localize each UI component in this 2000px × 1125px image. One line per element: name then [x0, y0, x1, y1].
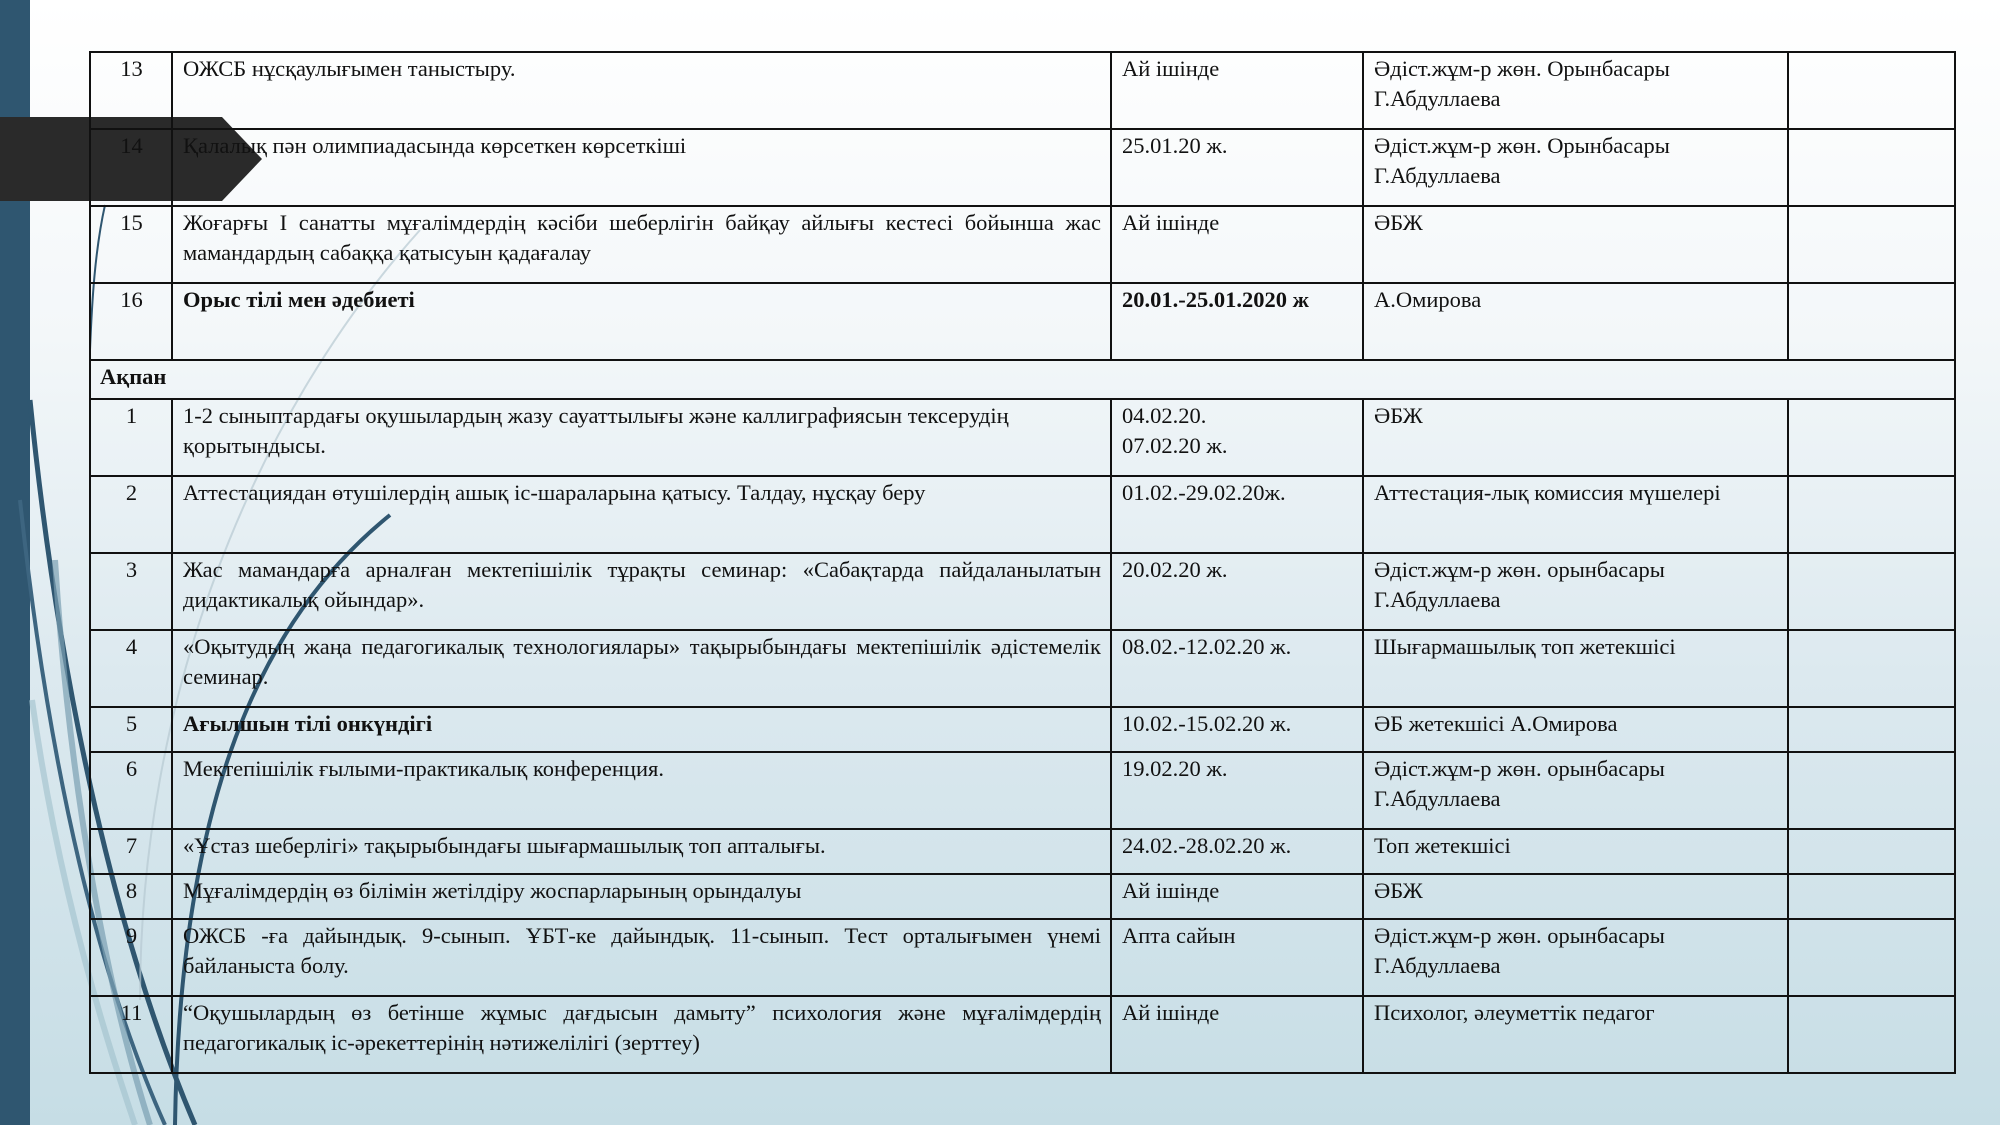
table-row: [90, 919, 1955, 996]
empty-cell: [1788, 399, 1955, 476]
plan-table: [89, 51, 1956, 1074]
empty-cell: [1788, 630, 1955, 707]
row-number: 13: [90, 52, 172, 129]
row-number: 7: [90, 829, 172, 874]
responsible-cell: Шығармашылық топ жетекшісі: [1363, 630, 1788, 707]
empty-cell: [1788, 919, 1955, 996]
empty-cell: [1788, 707, 1955, 752]
responsible-cell: [1363, 129, 1788, 206]
responsible-cell: [1363, 752, 1788, 829]
row-number: 3: [90, 553, 172, 630]
task-cell: «Оқытудың жаңа педагогикалық технологиялары» тақырыбындағы мектепішілік әдістемелік семинар.: [172, 630, 1111, 707]
responsible-line: Г.Абдуллаева: [1374, 587, 1501, 612]
empty-cell: [1788, 752, 1955, 829]
date-cell: Ай ішінде: [1111, 206, 1363, 283]
empty-cell: [1788, 129, 1955, 206]
task-cell: Мектепішілік ғылыми-практикалық конференция.: [172, 752, 1111, 829]
empty-cell: [1788, 206, 1955, 283]
task-cell: 1-2 сыныптардағы оқушылардың жазу сауаттылығы және каллиграфиясын тексерудің қорытындысы.: [172, 399, 1111, 476]
task-cell: Қалалық пән олимпиадасында көрсеткен көрсеткіші: [172, 129, 1111, 206]
responsible-line: Әдіст.жұм-р жөн. орынбасары: [1374, 557, 1665, 582]
date-cell: Ай ішінде: [1111, 52, 1363, 129]
table-row: [90, 829, 1955, 874]
responsible-line: Г.Абдуллаева: [1374, 163, 1501, 188]
row-number: 1: [90, 399, 172, 476]
table-row: [90, 206, 1955, 283]
responsible-cell: [1363, 52, 1788, 129]
empty-cell: [1788, 874, 1955, 919]
date-cell: Ай ішінде: [1111, 874, 1363, 919]
table-row: [90, 476, 1955, 553]
date-cell: 25.01.20 ж.: [1111, 129, 1363, 206]
date-cell: 01.02.-29.02.20ж.: [1111, 476, 1363, 553]
task-cell: Орыс тілі мен әдебиеті: [172, 283, 1111, 360]
date-line: 07.02.20 ж.: [1122, 433, 1228, 458]
responsible-line: Г.Абдуллаева: [1374, 86, 1501, 111]
row-number: 8: [90, 874, 172, 919]
date-cell: Апта сайын: [1111, 919, 1363, 996]
row-number: 6: [90, 752, 172, 829]
section-row: [90, 360, 1955, 399]
empty-cell: [1788, 553, 1955, 630]
responsible-cell: ӘБЖ: [1363, 874, 1788, 919]
responsible-cell: [1363, 553, 1788, 630]
task-cell: Аттестациядан өтушілердің ашық іс-шараларына қатысу. Талдау, нұсқау беру: [172, 476, 1111, 553]
responsible-line: Әдіст.жұм-р жөн. Орынбасары: [1374, 133, 1670, 158]
responsible-cell: ӘБ жетекшісі А.Омирова: [1363, 707, 1788, 752]
date-line: 04.02.20.: [1122, 403, 1207, 428]
empty-cell: [1788, 283, 1955, 360]
task-cell: Ағылшын тілі онкүндігі: [172, 707, 1111, 752]
responsible-cell: Аттестация-лық комиссия мүшелері: [1363, 476, 1788, 553]
table-row: [90, 874, 1955, 919]
responsible-cell: [1363, 919, 1788, 996]
empty-cell: [1788, 829, 1955, 874]
responsible-cell: ӘБЖ: [1363, 206, 1788, 283]
responsible-cell: А.Омирова: [1363, 283, 1788, 360]
table-row: [90, 630, 1955, 707]
date-cell: 20.02.20 ж.: [1111, 553, 1363, 630]
date-cell: 08.02.-12.02.20 ж.: [1111, 630, 1363, 707]
task-cell: Жоғарғы I санатты мұғалімдердің кәсіби шеберлігін байқау айлығы кестесі бойынша жас мамандардың сабаққа қатысуын қадағалау: [172, 206, 1111, 283]
table-row: [90, 752, 1955, 829]
table-row: [90, 996, 1955, 1073]
date-cell: 20.01.-25.01.2020 ж: [1111, 283, 1363, 360]
row-number: 4: [90, 630, 172, 707]
section-label: Ақпан: [90, 360, 1955, 399]
responsible-cell: ӘБЖ: [1363, 399, 1788, 476]
table-row: [90, 283, 1955, 360]
responsible-line: Г.Абдуллаева: [1374, 953, 1501, 978]
task-cell: Мұғалімдердің өз білімін жетілдіру жоспарларының орындалуы: [172, 874, 1111, 919]
table-row: [90, 399, 1955, 476]
task-cell: “Оқушылардың өз бетінше жұмыс дағдысын дамыту” психология және мұғалімдердің педагогикалық іс-әрекеттерінің нәтижелілігі (зерттеу): [172, 996, 1111, 1073]
responsible-cell: Топ жетекшісі: [1363, 829, 1788, 874]
row-number: 9: [90, 919, 172, 996]
task-cell: ОЖСБ -ға дайындық. 9-сынып. ҰБТ-ке дайындық. 11-сынып. Тест орталығымен үнемі байланыста болу.: [172, 919, 1111, 996]
responsible-cell: Психолог, әлеуметтік педагог: [1363, 996, 1788, 1073]
table-row: [90, 129, 1955, 206]
empty-cell: [1788, 52, 1955, 129]
responsible-line: Әдіст.жұм-р жөн. Орынбасары: [1374, 56, 1670, 81]
row-number: 16: [90, 283, 172, 360]
responsible-line: Г.Абдуллаева: [1374, 786, 1501, 811]
task-cell: Жас мамандарға арналған мектепішілік тұрақты семинар: «Сабақтарда пайдаланылатын дидактикалық ойындар».: [172, 553, 1111, 630]
row-number: 14: [90, 129, 172, 206]
task-cell: ОЖСБ нұсқаулығымен таныстыру.: [172, 52, 1111, 129]
row-number: 11: [90, 996, 172, 1073]
row-number: 2: [90, 476, 172, 553]
row-number: 5: [90, 707, 172, 752]
responsible-line: Әдіст.жұм-р жөн. орынбасары: [1374, 923, 1665, 948]
empty-cell: [1788, 996, 1955, 1073]
date-cell: [1111, 399, 1363, 476]
date-cell: 10.02.-15.02.20 ж.: [1111, 707, 1363, 752]
table-row: [90, 707, 1955, 752]
date-cell: Ай ішінде: [1111, 996, 1363, 1073]
table-row: [90, 52, 1955, 129]
empty-cell: [1788, 476, 1955, 553]
date-cell: 24.02.-28.02.20 ж.: [1111, 829, 1363, 874]
task-cell: «Ұстаз шеберлігі» тақырыбындағы шығармашылық топ апталығы.: [172, 829, 1111, 874]
responsible-line: Әдіст.жұм-р жөн. орынбасары: [1374, 756, 1665, 781]
date-cell: 19.02.20 ж.: [1111, 752, 1363, 829]
row-number: 15: [90, 206, 172, 283]
table-row: [90, 553, 1955, 630]
